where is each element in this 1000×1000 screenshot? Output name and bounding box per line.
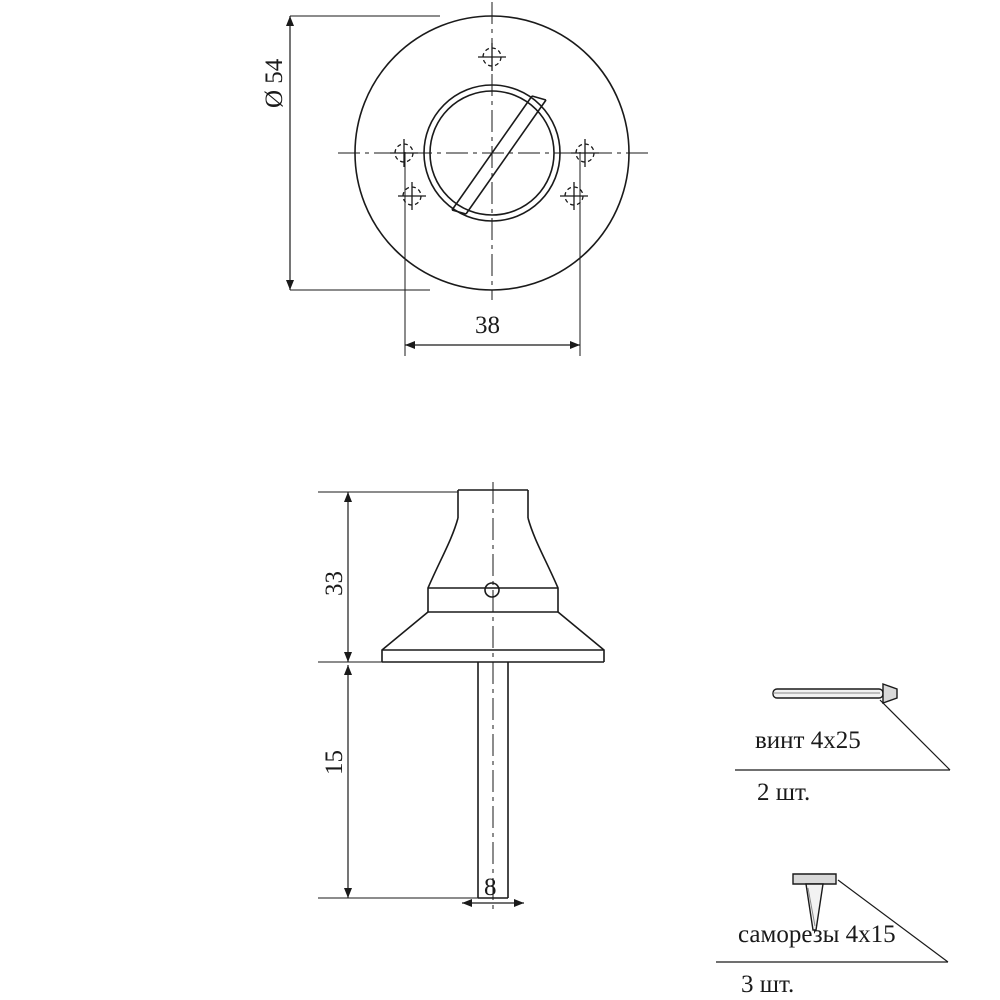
part-label-screw: винт 4x25 (755, 727, 861, 754)
dimension-length-15 (318, 665, 478, 898)
part-label-self-tapping-screw: саморезы 4x15 (738, 921, 896, 948)
cone-right (558, 612, 604, 662)
dimension-label-width-38: 38 (475, 312, 500, 339)
fixing-holes (390, 43, 599, 210)
part-quantity-screw: 2 шт. (757, 779, 811, 806)
fixing-hole-lower-right (560, 182, 588, 210)
shoulder-left (428, 518, 458, 612)
slot-cap-bottom (452, 210, 466, 214)
body-hole (485, 583, 499, 597)
dimension-label-thickness-8: 8 (484, 874, 497, 901)
part-quantity-self-tapping-screw: 3 шт. (741, 971, 795, 998)
dimension-label-diameter-54: Ø 54 (261, 58, 288, 108)
cone-left (382, 612, 428, 662)
fixing-hole-right (571, 139, 599, 167)
dimension-label-length-15: 15 (321, 750, 348, 775)
fixing-hole-top (478, 43, 506, 71)
fixing-hole-lower-left (398, 182, 426, 210)
slot-line-2 (466, 100, 546, 214)
screw-illustration (773, 684, 897, 703)
fixing-hole-left (390, 139, 418, 167)
dimension-label-height-33: 33 (321, 571, 348, 596)
shoulder-right (528, 518, 558, 612)
